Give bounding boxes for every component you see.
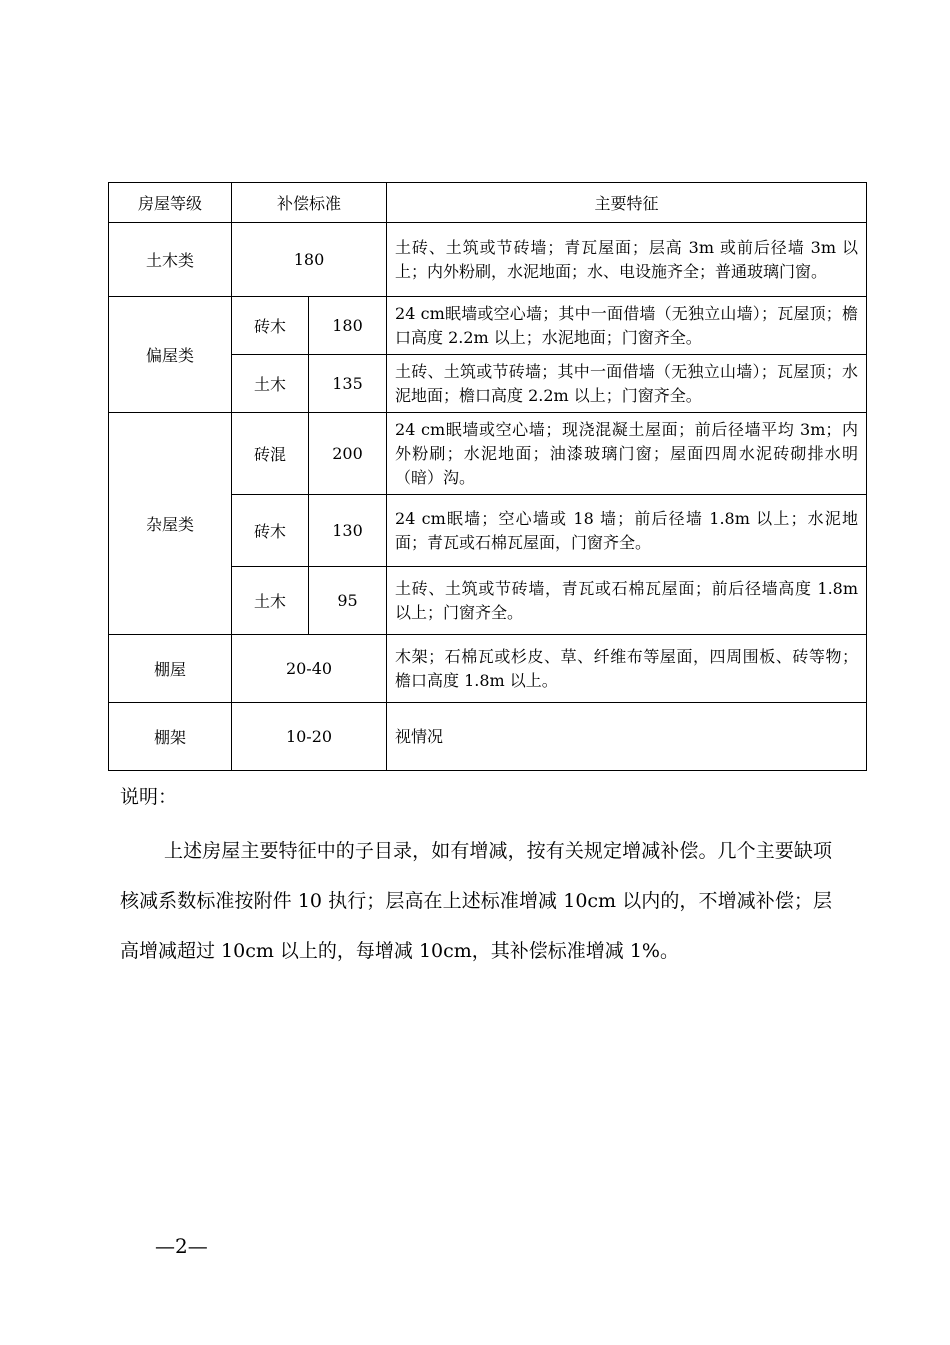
header-standard: 补偿标准 xyxy=(232,183,387,223)
table-row xyxy=(109,703,867,771)
grade-cell: 杂屋类 xyxy=(109,413,232,635)
features-cell: 24 cm眠墙或空心墙；其中一面借墙（无独立山墙）；瓦屋顶；檐口高度 2.2m 以上；水泥地面；门窗齐全。 xyxy=(387,297,867,355)
grade-cell: 棚屋 xyxy=(109,635,232,703)
grade-cell: 土木类 xyxy=(109,223,232,297)
note-body: 上述房屋主要特征中的子目录，如有增减，按有关规定增减补偿。几个主要缺项核减系数标准按附件 10 执行；层高在上述标准增减 10cm 以内的，不增减补偿；层高增减超过 10cm 以上的，每增减 10cm，其补偿标准增减 1%。 xyxy=(120,840,832,962)
subtype-cell: 土木 xyxy=(232,355,309,413)
features-cell: 24 cm眠墙；空心墙或 18 墙；前后径墙 1.8m 以上；水泥地面；青瓦或石棉瓦屋面，门窗齐全。 xyxy=(387,495,867,567)
note-label: 说明： xyxy=(120,786,178,808)
table-header-row xyxy=(109,183,867,223)
features-cell: 视情况 xyxy=(387,703,867,771)
value-cell: 20-40 xyxy=(232,635,387,703)
features-cell: 土砖、土筑或节砖墙；青瓦屋面；层高 3m 或前后径墙 3m 以上；内外粉刷，水泥地面；水、电设施齐全；普通玻璃门窗。 xyxy=(387,223,867,297)
grade-cell: 偏屋类 xyxy=(109,297,232,413)
subtype-cell: 砖混 xyxy=(232,413,309,495)
features-cell: 木架；石棉瓦或杉皮、草、纤维布等屋面，四周围板、砖等物；檐口高度 1.8m 以上。 xyxy=(387,635,867,703)
subtype-cell: 土木 xyxy=(232,567,309,635)
table-row xyxy=(109,223,867,297)
header-grade: 房屋等级 xyxy=(109,183,232,223)
value-cell: 200 xyxy=(309,413,387,495)
features-cell: 土砖、土筑或节砖墙；其中一面借墙（无独立山墙）；瓦屋顶；水泥地面；檐口高度 2.2m 以上；门窗齐全。 xyxy=(387,355,867,413)
table-row xyxy=(109,635,867,703)
table-row xyxy=(109,413,867,495)
subtype-cell: 砖木 xyxy=(232,297,309,355)
compensation-standard-table xyxy=(108,182,867,771)
value-cell: 130 xyxy=(309,495,387,567)
value-cell: 10-20 xyxy=(232,703,387,771)
header-features: 主要特征 xyxy=(387,183,867,223)
subtype-cell: 砖木 xyxy=(232,495,309,567)
value-cell: 180 xyxy=(232,223,387,297)
table-row xyxy=(109,297,867,355)
grade-cell: 棚架 xyxy=(109,703,232,771)
value-cell: 135 xyxy=(309,355,387,413)
features-cell: 土砖、土筑或节砖墙，青瓦或石棉瓦屋面；前后径墙高度 1.8m 以上；门窗齐全。 xyxy=(387,567,867,635)
page-number: —2— xyxy=(155,1234,208,1258)
value-cell: 180 xyxy=(309,297,387,355)
features-cell: 24 cm眠墙或空心墙；现浇混凝土屋面；前后径墙平均 3m；内外粉刷；水泥地面；油漆玻璃门窗；屋面四周水泥砖砌排水明（暗）沟。 xyxy=(387,413,867,495)
value-cell: 95 xyxy=(309,567,387,635)
